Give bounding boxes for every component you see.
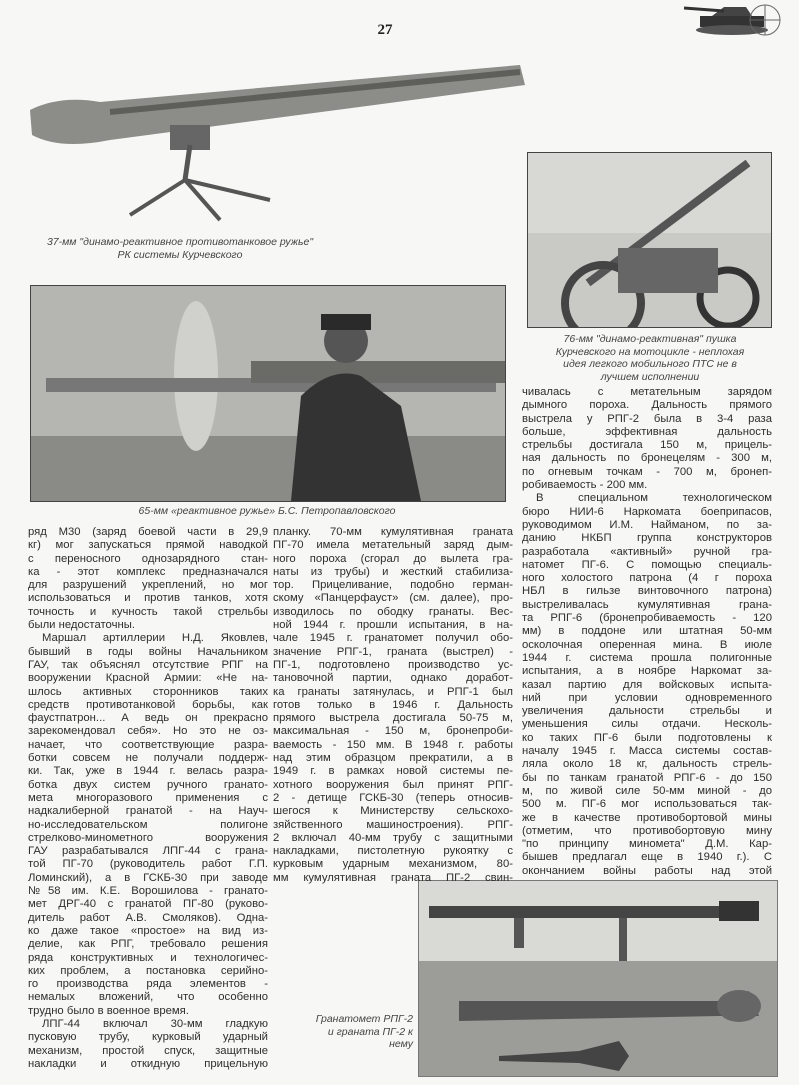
text-line: го производства ряда элементов - (28, 978, 268, 991)
text-line: ЛПГ-44 включал 30-мм гладкую (42, 1017, 268, 1030)
text-line: чале 1945 г. гранатомет получил обо- (273, 632, 513, 645)
text-line: ПГ-70 имела метательный заряд дым- (273, 539, 513, 552)
text-line: испытания, а в ноябре Наркомат за- (522, 665, 772, 678)
text-line: тор. Прицеливание, подобно герман- (273, 579, 513, 592)
text-line: выстрела у РПГ-2 была в 3-4 раза (522, 412, 772, 425)
text-line: были недостаточны. (28, 619, 135, 632)
text-line: 2 - детище ГСКБ-30 (теперь относив- (273, 791, 513, 804)
text-line: окончанием войны работы над этой (522, 864, 772, 877)
text-line: натомет ПГ-6. С помощью специаль- (522, 558, 772, 571)
text-line: над этим образцом прекратили, а в (273, 752, 513, 765)
text-line: 1949 г. в рамках новой системы пе- (273, 765, 513, 778)
text-line: началу 1945 г. Масса системы состав- (522, 745, 772, 758)
text-line: тановочной партии, однако доработ- (273, 672, 513, 685)
caption-line: 37-мм "динамо-реактивное противотанковое ружье" (46, 236, 314, 248)
text-line: фаустпатрон... А ведь он прекрасно (28, 712, 268, 725)
text-line: (отметим, что противобортовую мину (522, 824, 772, 837)
photo-76mm-motorcycle-gun (527, 152, 772, 328)
text-line: прямого выстрела достигала 50-75 м, (273, 712, 513, 725)
text-line: 2 включал 40-мм трубу с защитными (273, 831, 513, 844)
text-line: ваемость - 150 мм. В 1948 г. работы (273, 738, 513, 751)
text-line: ботка двух систем ручного гранато- (28, 778, 268, 791)
text-line: средств противотанковой борьбы, как (28, 698, 268, 711)
text-line: по огневым точкам - 700 м, бронеп- (522, 465, 772, 478)
text-line: №58 им. К.Е. Ворошилова - гранато- (28, 885, 268, 898)
text-line: трудно было в военное время. (28, 1004, 189, 1017)
text-line: НБЛ в гильзе винтовочного патрона) (522, 585, 772, 598)
text-line: делие, как РПГ, требовало решения (28, 938, 268, 951)
text-line: ляла около 18 кг, дальность стрель- (522, 758, 772, 771)
text-line: зяйственного машиностроения). РПГ- (273, 818, 513, 831)
text-line: бывший в годы войны Начальником (28, 645, 268, 658)
text-line: Маршал артиллерии Н.Д. Яковлев, (42, 632, 268, 645)
paragraph (28, 632, 268, 1018)
caption-line: Курчевского на мотоцикле - неплохая (555, 345, 745, 358)
text-column-2 (273, 526, 513, 885)
caption-line: идея легкого мобильного ПТС не в (563, 358, 737, 370)
text-line: разработала «активный» ручной гра- (522, 545, 772, 558)
text-line: шлось активных сторонников таких (28, 685, 268, 698)
caption-line: и граната ПГ-2 к (327, 1025, 413, 1038)
text-line: робиваемость - 200 мм. (522, 479, 648, 492)
text-line: "по принципу миномета" Д.М. Кар- (522, 838, 772, 851)
text-line: значение РПГ-1, граната (выстрел) - (273, 645, 513, 658)
text-column-1 (28, 526, 268, 1071)
text-line: шегося к Министерству сельскохо- (273, 805, 513, 818)
text-line: той ПГ-70 (руководитель работ Г.П. (28, 858, 268, 871)
text-line: мм кумулятивная граната ПГ-2 свин- (273, 871, 513, 884)
text-line: но-исследовательском полигоне (28, 818, 268, 831)
paragraph (522, 386, 772, 492)
text-line: осколочная оперенная мина. В июле (522, 638, 772, 651)
photo-rpg2-grenade (418, 880, 778, 1077)
text-line: же в качестве противобортовой мины (522, 811, 772, 824)
text-line: скому «Панцерфауст» (см. далее), про- (273, 592, 513, 605)
text-line: дымного пороха. Дальность прямого (522, 399, 772, 412)
text-line: ПГ-1, подготовлено производство ус- (273, 658, 513, 671)
text-line: начает, что соответствующие разра- (28, 738, 268, 751)
page-number: 27 (377, 22, 393, 38)
text-line: ГАУ разрабатывался ЛПГ-44 с грана- (28, 845, 268, 858)
text-line: накладки и откидную прицельную (28, 1057, 268, 1070)
paragraph (28, 1018, 268, 1071)
text-line: м, по живой силе 50-мм миной - до (522, 784, 772, 797)
text-line: немалых вложений, что особенно (28, 991, 268, 1004)
text-line: зарекомендовал себя». Но это не оз- (28, 725, 268, 738)
caption-line: РК системы Курчевского (117, 248, 243, 261)
text-line: та РПГ-6 (бронепробиваемость - 120 (522, 612, 772, 625)
caption-line: нему (389, 1038, 413, 1050)
text-line: надкалиберной гранатой - на Науч- (28, 805, 268, 818)
text-line: использоваться и против танков, хотя (28, 592, 268, 605)
text-line: наты из трубы) и жесткий стабилиза- (273, 565, 513, 578)
text-line: кг) мог запускаться прямой наводкой (28, 539, 268, 552)
caption-line: лучшем исполнении (600, 370, 700, 383)
photo-37mm-rifle-tripod (20, 40, 540, 225)
text-line: мм) в поддоне или штатная 50-мм (522, 625, 772, 638)
text-line: ного пороха (сгорал до вылета гра- (273, 552, 513, 565)
text-line: больше, эффективная дальность (522, 425, 772, 438)
text-line: ка гранаты затянулась, и РПГ-1 был (273, 685, 513, 698)
caption-line: 65-мм «реактивное ружье» Б.С. Петропавловского (138, 505, 396, 517)
text-line: ная дальность по бронецелям - 300 м, (522, 452, 772, 465)
text-line: готов только в 1946 г. Дальность (273, 698, 513, 711)
text-line: точность и кучность такой стрельбы (28, 605, 268, 618)
text-line: накладками, пистолетную рукоятку с (273, 845, 513, 858)
text-line: казал партию для войсковых испыта- (522, 678, 772, 691)
text-line: 1944 г. система прошла полигонные (522, 651, 772, 664)
text-line: ко даже такое «простое» на вид из- (28, 924, 268, 937)
text-line: мета многоразового применения с (28, 791, 268, 804)
text-line: планку. 70-мм кумулятивная граната (273, 526, 513, 538)
text-line: ботки совсем не получали поддерж- (28, 752, 268, 765)
caption-line: Гранатомет РПГ-2 (315, 1013, 413, 1025)
text-line: максимальная - 150 м, бронепроби- (273, 725, 513, 738)
text-line: стрельбы достигала 150 м, прицель- (522, 439, 772, 452)
paragraph (522, 492, 772, 878)
text-line: ной 1944 г. прошли испытания, в на- (273, 619, 513, 632)
text-line: В специальном технологическом (536, 492, 772, 505)
text-line: Ломинский), а в ГСКБ-30 при заводе (28, 871, 268, 884)
tank-icon (680, 2, 785, 38)
photo-65mm-rocket-rifle (30, 285, 506, 502)
text-line: 500 м. ПГ-6 мог использоваться так- (522, 798, 772, 811)
caption-line: 76-мм "динамо-реактивная" пушка (563, 333, 737, 345)
text-line: ряда конструктивных и технологичес- (28, 951, 268, 964)
text-line: мет ДРГ-40 с гранатой ПГ-80 (руково- (28, 898, 268, 911)
text-line: изводилось по ободку гранаты. Вес- (273, 605, 513, 618)
paragraph (28, 526, 268, 632)
text-line: ний при условии одновременного (522, 691, 772, 704)
text-line: стрелково-минометного вооружения (28, 831, 268, 844)
text-line: вооружении Красной Армии: «Не на- (28, 672, 268, 685)
text-line: для разрушений укреплений, но мог (28, 579, 268, 592)
text-line: механизм, простой спуск, защитные (28, 1044, 268, 1057)
text-line: пусковую трубу, курковый ударный (28, 1031, 268, 1044)
text-line: уменьшения силы отдачи. Несколь- (522, 718, 772, 731)
text-line: ко таких ПГ-6 были подготовлены к (522, 731, 772, 744)
text-line: дитель работ А.В. Смоляков). Одна- (28, 911, 268, 924)
text-line: увеличения дальности стрельбы и (522, 705, 772, 718)
text-line: ного холостого патрона (4 г пороха (522, 572, 772, 585)
text-line: бышев предлагал еще в 1940 г.). С (522, 851, 772, 864)
text-line: чивалась с метательным зарядом (522, 386, 772, 398)
text-line: бюро НИИ-6 Наркомата боеприпасов, (522, 505, 772, 518)
text-line: ка - этот комплекс предназначался (28, 565, 268, 578)
text-line: ГАУ, так объяснял отсутствие РПГ на (28, 658, 268, 671)
paragraph (273, 526, 513, 885)
text-line: курковым ударным механизмом, 80- (273, 858, 513, 871)
text-line: бы по танкам гранатой РПГ-6 - до 150 (522, 771, 772, 784)
text-line: ких проблем, а постановка серийно- (28, 964, 268, 977)
text-column-3 (522, 386, 772, 878)
text-line: хотного вооружения был принят РПГ- (273, 778, 513, 791)
text-line: выстреливалась кумулятивная грана- (522, 598, 772, 611)
text-line: данию НКБП группа конструкторов (522, 532, 772, 545)
text-line: руководимом И.М. Найманом, по за- (522, 518, 772, 531)
text-line: ки. Так, уже в 1944 г. велась разра- (28, 765, 268, 778)
text-line: ряд М30 (заряд боевой части в 29,9 (28, 526, 268, 538)
text-line: с переносного однозарядного стан- (28, 552, 268, 565)
